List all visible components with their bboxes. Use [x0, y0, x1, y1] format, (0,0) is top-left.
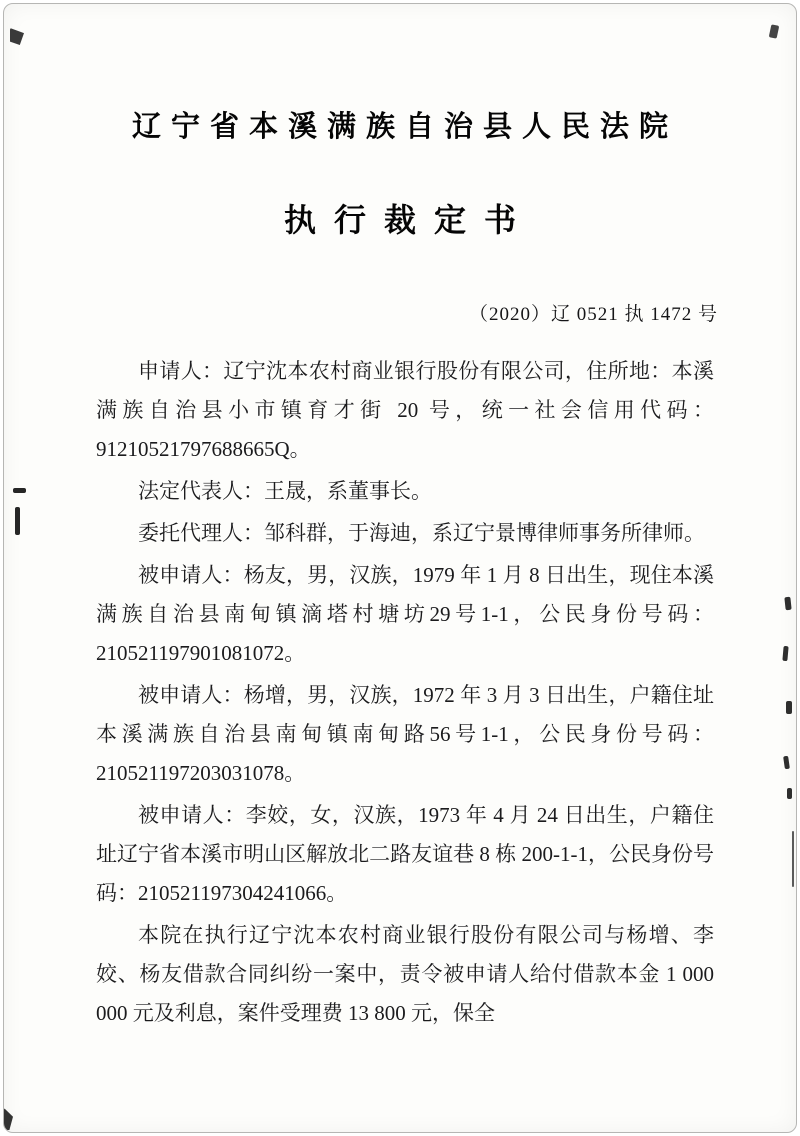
scan-artifact-left-edge-2	[15, 507, 20, 535]
scan-artifact-top-right	[769, 24, 780, 38]
scan-artifact-right-edge-3	[786, 701, 792, 714]
body-paragraph-respondent-2: 被申请人：杨增，男，汉族，1972 年 3 月 3 日出生，户籍住址本溪满族自治县南甸镇南甸路56号1-1，公民身份号码：210521197203031078。	[96, 683, 714, 785]
case-number: （2020）辽 0521 执 1472 号	[468, 304, 718, 325]
scan-artifact-right-edge-2	[782, 646, 788, 661]
body-paragraph-respondent-1: 被申请人：杨友，男，汉族，1979 年 1 月 8 日出生，现住本溪满族自治县南甸镇滴塔村塘坊29号1-1，公民身份号码：210521197901081072。	[96, 563, 714, 665]
body-paragraph-case-summary: 本院在执行辽宁沈本农村商业银行股份有限公司与杨增、李姣、杨友借款合同纠纷一案中，责令被申请人给付借款本金 1 000 000 元及利息，案件受理费 13 800 元，保全	[96, 923, 714, 1025]
document-title: 执行裁定书	[283, 202, 534, 238]
court-name-heading: 辽宁省本溪满族自治县人民法院	[131, 111, 678, 143]
document-page	[3, 3, 797, 1133]
body-paragraph-applicant: 申请人：辽宁沈本农村商业银行股份有限公司，住所地：本溪满族自治县小市镇育才街 20 号，统一社会信用代码：91210521797688665Q。	[96, 359, 714, 461]
scan-artifact-right-edge-6	[792, 831, 794, 887]
scan-artifact-bottom-left	[4, 1108, 13, 1130]
scan-artifact-left-edge-1	[13, 488, 26, 493]
body-paragraph-respondent-3: 被申请人：李姣，女，汉族，1973 年 4 月 24 日出生，户籍住址辽宁省本溪市明山区解放北二路友谊巷 8 栋 200-1-1，公民身份号码：210521197304241066。	[96, 803, 714, 905]
scan-artifact-right-edge-4	[783, 756, 790, 770]
body-paragraph-legal-representative: 法定代表人：王晟，系董事长。	[138, 479, 432, 503]
body-paragraph-attorneys: 委托代理人：邹科群，于海迪，系辽宁景博律师事务所律师。	[138, 521, 705, 545]
document-body	[96, 352, 714, 1033]
scan-artifact-top-left	[10, 28, 24, 45]
scan-artifact-right-edge-1	[784, 597, 791, 611]
scan-artifact-right-edge-5	[787, 788, 792, 799]
